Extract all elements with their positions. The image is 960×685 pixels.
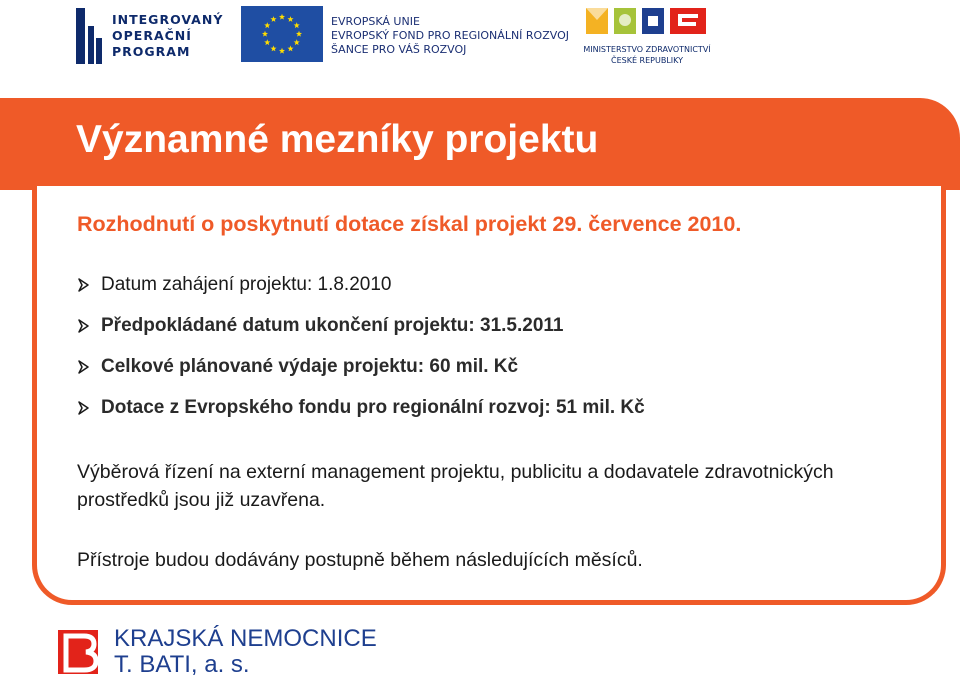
iop-line2: OPERAČNÍ xyxy=(112,28,192,43)
arrow-bullet-icon xyxy=(76,360,90,374)
iop-line3: PROGRAM xyxy=(112,44,191,59)
arrow-bullet-icon xyxy=(76,319,90,333)
iop-line1: INTEGROVANÝ xyxy=(112,12,224,27)
page-title: Významné mezníky projektu xyxy=(76,118,599,161)
list-item xyxy=(74,352,645,393)
eu-logo-text xyxy=(331,15,571,57)
ministry-line2: ČESKÉ REPUBLIKY xyxy=(610,56,683,65)
ministry-emblem-icon xyxy=(582,6,712,44)
hospital-logo-text xyxy=(114,626,434,678)
hospital-line2: T. BATI, a. s. xyxy=(114,651,250,678)
arrow-bullet-icon xyxy=(76,278,90,292)
iop-logo-text xyxy=(112,12,232,60)
arrow-bullet-icon xyxy=(76,401,90,415)
iop-bars-icon xyxy=(76,8,102,64)
list-item xyxy=(74,393,645,434)
list-item xyxy=(74,311,645,352)
list-item xyxy=(74,270,645,311)
milestone-end: Předpokládané datum ukončení projektu: 31.5.2011 xyxy=(101,315,564,336)
logo-strip xyxy=(0,0,960,78)
tender-paragraph: Výběrová řízení na externí management projektu, publicitu a dodavatele zdravotnických prostředků jsou již uzavřena. xyxy=(77,461,834,511)
hospital-logo xyxy=(48,620,428,682)
ministry-logo-text xyxy=(582,44,712,66)
delivery-paragraph: Přístroje budou dodávány postupně během následujících měsíců. xyxy=(77,549,643,571)
ministry-line1: MINISTERSTVO ZDRAVOTNICTVÍ xyxy=(583,45,711,54)
milestone-start: Datum zahájení projektu: 1.8.2010 xyxy=(101,274,392,295)
eu-line3: ŠANCE PRO VÁŠ ROZVOJ xyxy=(331,43,467,56)
iop-logo xyxy=(76,8,226,64)
eu-flag-icon xyxy=(241,6,323,62)
lead-sentence: Rozhodnutí o poskytnutí dotace získal projekt 29. července 2010. xyxy=(77,212,742,236)
milestone-budget: Celkové plánované výdaje projektu: 60 mil. Kč xyxy=(101,356,519,377)
eu-line1: EVROPSKÁ UNIE xyxy=(331,15,420,28)
milestone-subsidy: Dotace z Evropského fondu pro regionální rozvoj: 51 mil. Kč xyxy=(101,397,645,418)
eu-line2: EVROPSKÝ FOND PRO REGIONÁLNÍ ROZVOJ xyxy=(331,29,569,42)
ministry-logo xyxy=(582,6,712,66)
hospital-logo-icon xyxy=(56,626,116,678)
hospital-line1: KRAJSKÁ NEMOCNICE xyxy=(114,625,377,652)
milestone-list xyxy=(74,270,645,434)
